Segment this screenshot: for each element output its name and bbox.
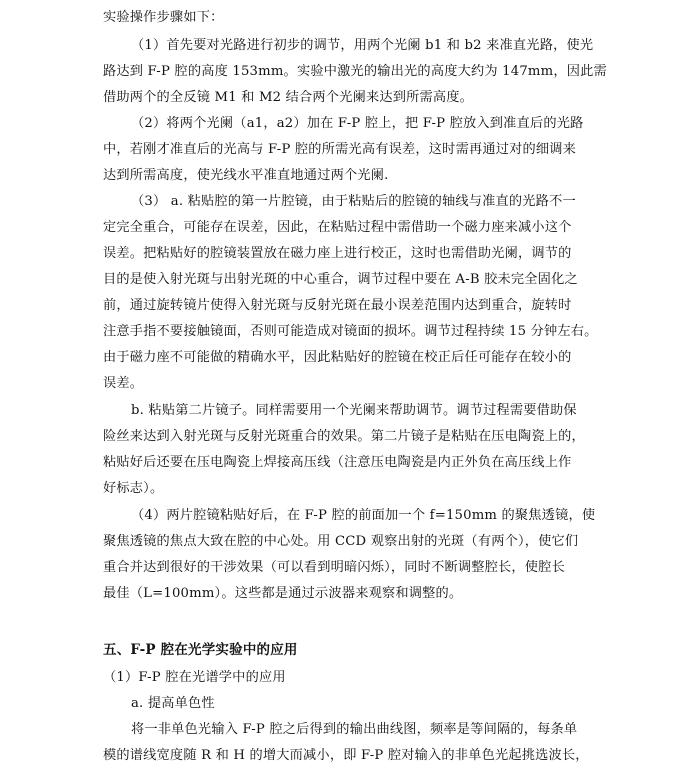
step-2-line-3: 达到所需高度，使光线水平准直地通过两个光阑. [103, 168, 389, 183]
step-2-line-2: 中，若刚才准直后的光高与 F-P 腔的所需光高有误差，这时需再通过对的细调来 [103, 142, 577, 157]
steps-intro: 实验操作步骤如下： [103, 10, 224, 25]
subsection-1-heading: （1）F-P 腔在光谱学中的应用 [103, 670, 286, 685]
step-1-line-1: （1）首先要对光路进行初步的调节，用两个光阑 b1 和 b2 来准直光路，使光 [131, 38, 594, 53]
step-3b-line-2: 险丝来达到入射光斑与反射光斑重合的效果。第二片镜子是粘贴在压电陶瓷上的， [103, 429, 585, 444]
step-3b-line-4: 好标志）。 [103, 481, 164, 496]
step-4-line-4: 最佳（L=100mm）。这些都是通过示波器来观察和调整的。 [103, 586, 463, 601]
step-3a-line-8: 误差。 [103, 376, 144, 391]
step-3b-line-3: 粘贴好后还要在压电陶瓷上焊接高压线（注意压电陶瓷是内正外负在高压线上作 [103, 455, 572, 470]
step-4-line-2: 聚焦透镜的焦点大致在腔的中心处。用 CCD 观察出射的光斑（有两个），使它们 [103, 534, 579, 549]
step-2-line-1: （2）将两个光阑（a1，a2）加在 F-P 腔上，把 F-P 腔放入到准直后的光路 [131, 116, 584, 131]
step-1-line-2: 路达到 F-P 腔的高度 153mm。实验中激光的输出光的高度大约为 147mm，因此需 [103, 64, 607, 79]
step-1-line-3: 借助两个的全反镜 M1 和 M2 结合两个光阑来达到所需高度。 [103, 90, 474, 105]
step-3b-line-1: b. 粘贴第二片镜子。同样需要用一个光阑来帮助调节。调节过程需要借助保 [131, 403, 577, 418]
item-a-heading: a. 提高单色性 [131, 696, 215, 711]
item-a-line-1: 将一非单色光输入 F-P 腔之后得到的输出曲线图，频率是等间隔的，每条单 [131, 722, 578, 737]
step-3a-line-5: 前，通过旋转镜片使得入射光斑与反射光斑在最小误差范围内达到重合，旋转时 [103, 298, 572, 313]
step-4-line-1: （4）两片腔镜粘贴好后，在 F-P 腔的前面加一个 f=150mm 的聚焦透镜，使 [131, 508, 596, 523]
section-5-heading: 五、F-P 腔在光学实验中的应用 [103, 642, 298, 658]
step-3a-line-4: 目的是使入射光斑与出射光斑的中心重合，调节过程中要在 A-B 胶未完全固化之 [103, 272, 578, 287]
step-4-line-3: 重合并达到很好的干涉效果（可以看到明暗闪烁），同时不断调整腔长，使腔长 [103, 560, 565, 575]
step-3a-line-7: 由于磁力座不可能做的精确水平，因此粘贴好的腔镜在校正后任可能存在较小的 [103, 350, 572, 365]
step-3a-line-2: 定完全重合，可能存在误差，因此，在粘贴过程中需借助一个磁力座来减小这个 [103, 220, 572, 235]
step-3a-line-6: 注意手指不要接触镜面，否则可能造成对镜面的损坏。调节过程持续 15 分钟左右。 [103, 324, 598, 339]
step-3a-line-3: 误差。把粘贴好的腔镜装置放在磁力座上进行校正，这时也需借助光阑，调节的 [103, 246, 572, 261]
step-3a-line-1: （3） a. 粘贴腔的第一片腔镜，由于粘贴后的腔镜的轴线与准直的光路不一 [131, 194, 576, 209]
item-a-line-2: 模的谱线宽度随 R 和 H 的增大而减小，即 F-P 腔对输入的非单色光起挑选波长， [103, 748, 589, 763]
